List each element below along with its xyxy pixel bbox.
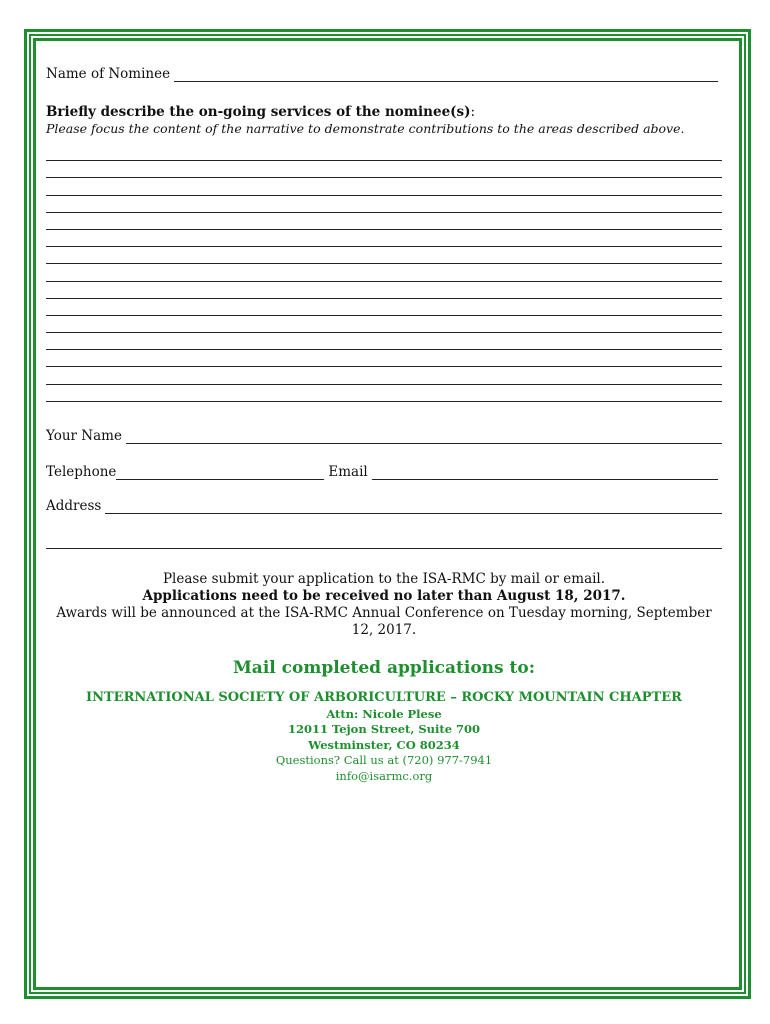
narrative-line[interactable] (46, 144, 722, 161)
telephone-label: Telephone (46, 463, 117, 480)
mailing-attn: Attn: Nicole Plese (326, 706, 442, 721)
contact-email-link[interactable]: info@isarmc.org (335, 768, 433, 783)
address-field (46, 498, 722, 514)
address-input-line-2[interactable] (46, 534, 722, 549)
awards-announcement: Awards will be announced at the ISA-RMC Annual Conference on Tuesday morning, September 12, 2017. (56, 604, 712, 638)
nominee-input[interactable] (174, 67, 718, 82)
narrative-line[interactable] (46, 282, 722, 299)
submission-deadline: Applications need to be received no later than August 18, 2017. (142, 587, 626, 604)
submission-info (46, 571, 722, 639)
your-name-label: Your Name (46, 427, 122, 444)
narrative-line[interactable] (46, 299, 722, 316)
questions-phone: Questions? Call us at (720) 977-7941 (275, 753, 493, 768)
organization-name: INTERNATIONAL SOCIETY OF ARBORICULTURE – ROCKY MOUNTAIN CHAPTER (86, 689, 682, 705)
address-label: Address (46, 497, 102, 514)
contact-row (46, 464, 718, 480)
narrative-area[interactable] (46, 144, 722, 402)
nominee-field (46, 66, 718, 82)
mailing-street: 12011 Tejon Street, Suite 700 (287, 722, 481, 737)
question-heading-text: Briefly describe the on-going services of the nominee(s) (46, 104, 471, 120)
form-content (46, 66, 722, 784)
narrative-line[interactable] (46, 178, 722, 195)
your-name-field (46, 428, 722, 444)
narrative-line[interactable] (46, 196, 722, 213)
nominee-label: Name of Nominee (46, 66, 171, 82)
narrative-line[interactable] (46, 213, 722, 230)
narrative-line[interactable] (46, 247, 722, 264)
question-heading (46, 104, 722, 120)
question-instruction: Please focus the content of the narrative to demonstrate contributions to the areas described above. (46, 121, 685, 136)
narrative-line[interactable] (46, 350, 722, 367)
telephone-input[interactable] (116, 465, 324, 480)
mailing-city: Westminster, CO 80234 (308, 737, 460, 752)
narrative-line[interactable] (46, 316, 722, 333)
narrative-line[interactable] (46, 230, 722, 247)
email-input[interactable] (372, 465, 718, 480)
mail-heading: Mail completed applications to: (232, 657, 535, 678)
narrative-line[interactable] (46, 333, 722, 350)
email-label: Email (328, 463, 368, 480)
address-input[interactable] (105, 499, 722, 514)
narrative-line[interactable] (46, 161, 722, 178)
question-heading-colon: : (470, 104, 476, 120)
narrative-line[interactable] (46, 385, 722, 402)
submission-instruction: Please submit your application to the ISA-RMC by mail or email. (162, 570, 606, 587)
your-name-input[interactable] (126, 429, 722, 444)
narrative-line[interactable] (46, 264, 722, 281)
narrative-line[interactable] (46, 367, 722, 384)
